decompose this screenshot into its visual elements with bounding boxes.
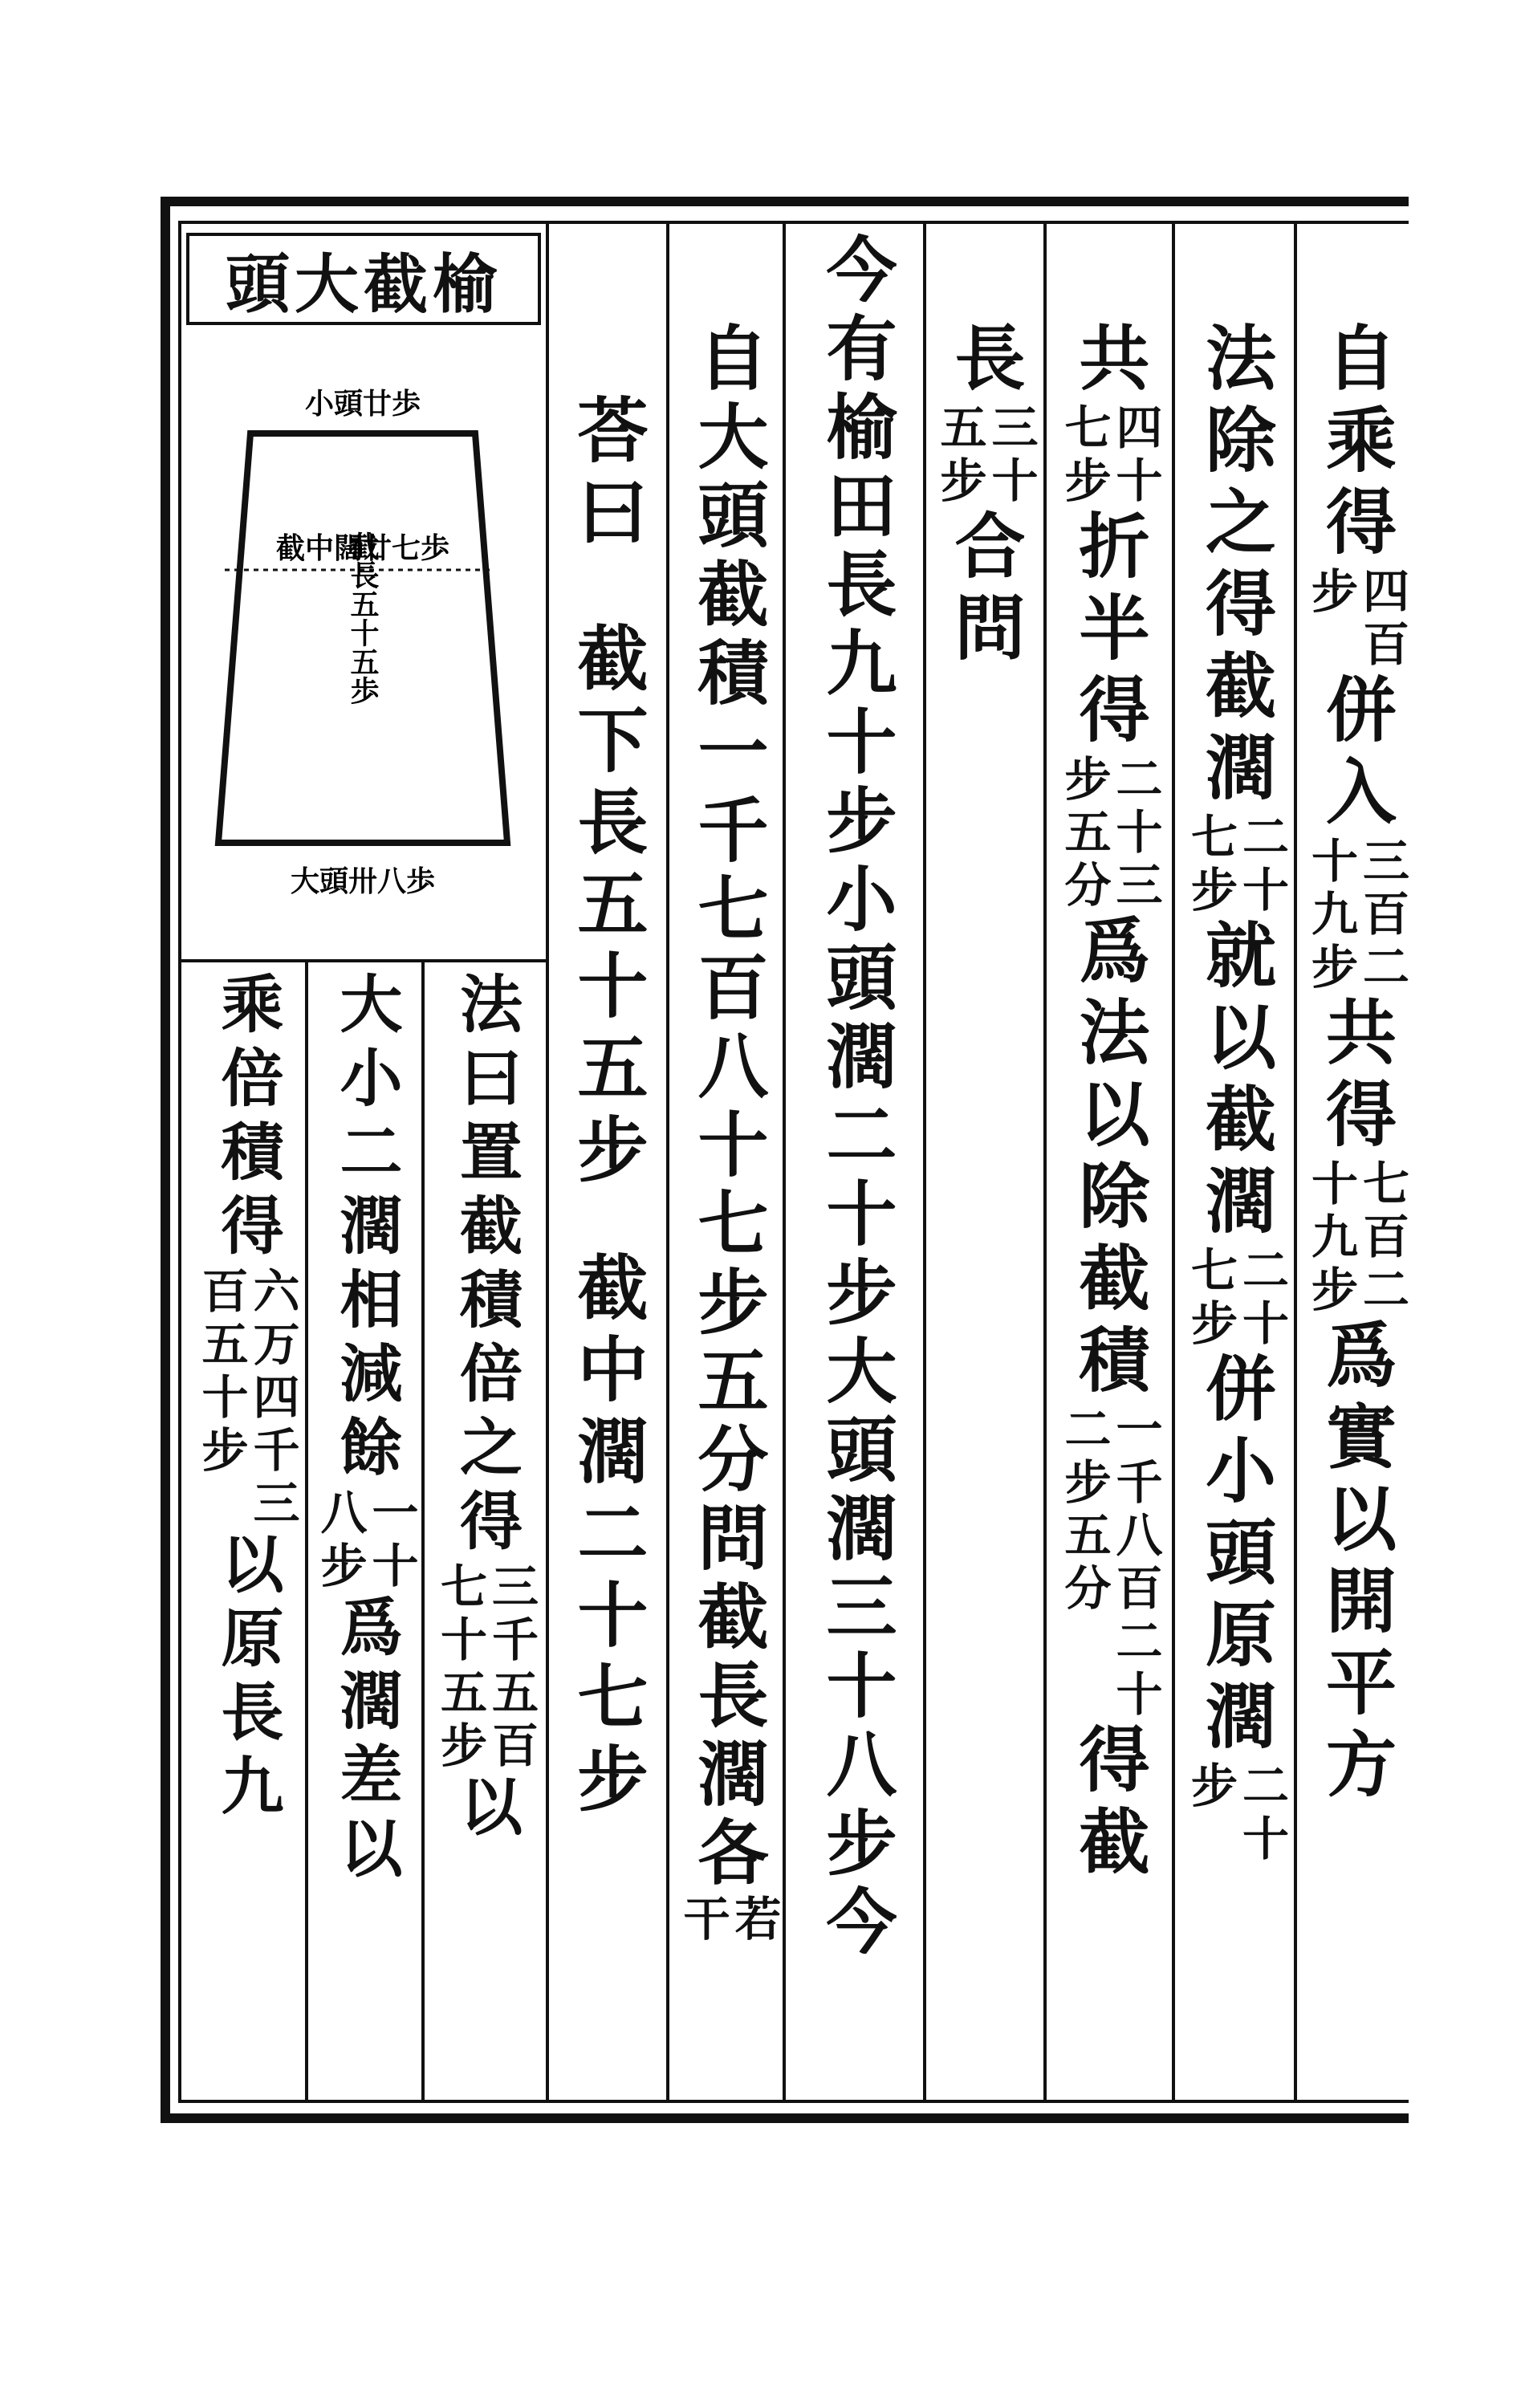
note-right: 若 bbox=[726, 1894, 782, 1947]
text-run: 長 bbox=[943, 321, 1027, 403]
note-right: 一千八百二十 bbox=[1108, 1405, 1163, 1723]
column-rule bbox=[421, 959, 425, 2103]
column-rule bbox=[1294, 221, 1297, 2103]
text-run: 自大頭截積一千七百八十七步五分問截長濶各 bbox=[686, 321, 771, 1894]
column-1 bbox=[1304, 321, 1409, 1809]
text-run: 大小二濶相減餘 bbox=[329, 971, 403, 1488]
top-label: 小頭廿歩 bbox=[304, 387, 421, 421]
side-label: 截長五十五歩 bbox=[346, 531, 380, 705]
text-run: 合問 bbox=[943, 509, 1027, 673]
text-run: 自乘得 bbox=[1315, 321, 1398, 567]
column-10 bbox=[193, 971, 301, 1827]
text-run: 共得 bbox=[1315, 995, 1398, 1159]
note-right: 三千五百 bbox=[484, 1562, 539, 1774]
note-right: 一十 bbox=[364, 1488, 419, 1594]
note-right: 二十三 bbox=[1108, 755, 1163, 913]
column-8 bbox=[429, 971, 542, 1848]
column-5 bbox=[795, 233, 919, 1963]
text-run: 以 bbox=[449, 1774, 523, 1848]
note-left: 步五分 bbox=[1056, 755, 1112, 913]
column-rule bbox=[666, 221, 669, 2103]
column-rule bbox=[783, 221, 786, 2103]
text-run: 法除之得截濶 bbox=[1194, 321, 1278, 812]
note-right: 二十 bbox=[1234, 1761, 1289, 1867]
text-run: 爲實以開平方 bbox=[1315, 1318, 1398, 1809]
note-left: 五步 bbox=[932, 403, 987, 509]
text-run: 以原長九 bbox=[210, 1531, 284, 1827]
text-run: 乘倍積得 bbox=[210, 971, 284, 1267]
note-left: 步 bbox=[1303, 567, 1358, 620]
column-4 bbox=[931, 321, 1039, 673]
column-rule bbox=[1172, 221, 1175, 2103]
text-run: 共 bbox=[1068, 321, 1152, 403]
note-right: 三百二 bbox=[1355, 836, 1409, 995]
note-left: 十九步 bbox=[1303, 1159, 1358, 1318]
note-left: 七十五步 bbox=[433, 1562, 487, 1774]
note-left: 七步 bbox=[1183, 812, 1238, 918]
note-right: 二十 bbox=[1234, 1246, 1289, 1352]
answer-label: 荅曰 bbox=[566, 393, 650, 557]
note-left: 八步 bbox=[312, 1488, 368, 1594]
column-rule bbox=[305, 959, 308, 2103]
text-run: 截下長五十五步 bbox=[566, 621, 650, 1194]
column-9 bbox=[311, 971, 420, 1889]
bottom-label: 大頭卅八歩 bbox=[290, 864, 436, 898]
text-run: 就以截濶 bbox=[1194, 918, 1278, 1246]
column-2 bbox=[1180, 321, 1292, 1867]
trapezoid-diagram bbox=[186, 329, 539, 955]
note-left: 七步 bbox=[1056, 403, 1112, 509]
column-6 bbox=[674, 321, 783, 1947]
note-left: 七步 bbox=[1183, 1246, 1238, 1352]
text-run: 併小頭原濶 bbox=[1194, 1352, 1278, 1761]
text-run: 今有榆田長九十步小頭濶二十步大頭濶三十八步今 bbox=[815, 233, 899, 1963]
note-right: 二十 bbox=[1234, 812, 1289, 918]
text-run: 爲濶差以 bbox=[329, 1594, 403, 1889]
column-rule bbox=[1043, 221, 1047, 2103]
column-7 bbox=[554, 393, 662, 1824]
text-run: 截中濶二十七步 bbox=[566, 1251, 650, 1824]
text-run: 得截 bbox=[1068, 1723, 1152, 1886]
text-run: 折半得 bbox=[1068, 509, 1152, 755]
note-left: 步 bbox=[1183, 1761, 1238, 1814]
column-rule bbox=[923, 221, 926, 2103]
note-right: 四百 bbox=[1355, 567, 1409, 673]
note-left: 干 bbox=[675, 1894, 730, 1947]
note-right: 七百二 bbox=[1355, 1159, 1409, 1318]
diagram-title-box bbox=[186, 233, 541, 325]
column-rule bbox=[546, 221, 549, 2103]
mid-label: 截中闊廿七歩 bbox=[275, 531, 450, 565]
column-3 bbox=[1051, 321, 1168, 1886]
text-run: 爲法以除截積 bbox=[1068, 913, 1152, 1405]
diagram-title: 榆截大頭 bbox=[226, 246, 502, 322]
note-left: 百五十步 bbox=[193, 1267, 249, 1479]
text-run: 法曰置截積倍之得 bbox=[449, 971, 523, 1562]
text-run: 併入 bbox=[1315, 673, 1398, 836]
note-left: 十九步 bbox=[1303, 836, 1358, 995]
diagram-bottom-rule bbox=[178, 959, 547, 962]
note-left: 二步五分 bbox=[1056, 1405, 1112, 1617]
note-right: 六万四千三 bbox=[245, 1267, 300, 1531]
note-right: 四十 bbox=[1108, 403, 1163, 509]
note-right: 三十 bbox=[983, 403, 1039, 509]
